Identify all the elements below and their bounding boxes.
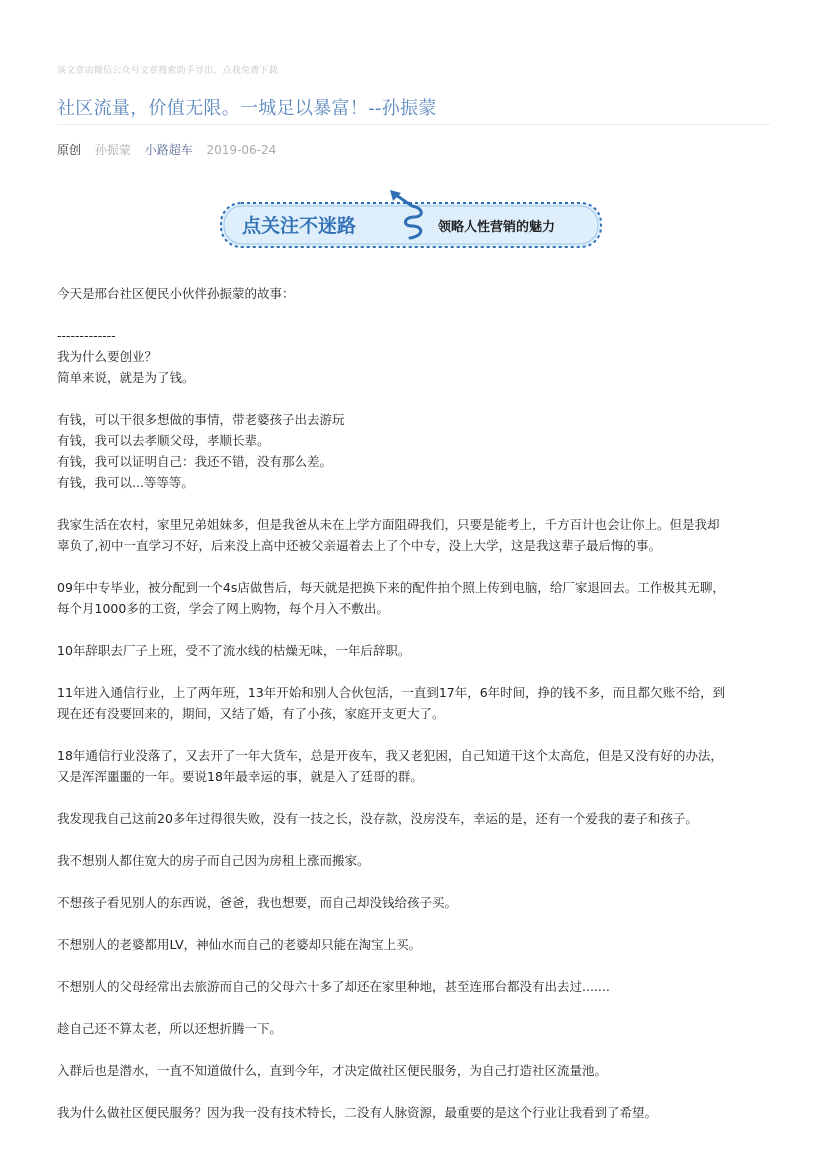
original-label: 原创 [57,143,82,157]
author-name: 孙振蒙 [94,143,131,157]
paragraph-line: 简单来说，就是为了钱。 [57,370,195,385]
paragraph-line: 09年中专毕业，被分配到一个4s店做售后，每天就是把换下来的配件拍个照上传到电脑，给厂家退回去。工作极其无聊， [57,580,725,595]
paragraph-line: 每个月1000多的工资，学会了网上购物，每个月入不敷出。 [57,601,389,616]
separator-line: ------------- [57,328,116,343]
paragraph-line: 辜负了,初中一直学习不好，后来没上高中还被父亲逼着去上了个中专，没上大学，这是我这辈子最后悔的事。 [57,538,661,553]
banner-right-text: 领略人性营销的魅力 [438,220,556,235]
paragraph-intro: 今天是邢台社区便民小伙伴孙振蒙的故事： [57,286,295,301]
paragraph-line: 我家生活在农村，家里兄弟姐妹多，但是我爸从未在上学方面阻碍我们，只要是能考上，千方百计也会让你上。但是我却 [57,517,720,532]
paragraph-line: 18年通信行业没落了，又去开了一年大货车，总是开夜车，我又老犯困，自己知道干这个太高危，但是又没有好的办法， [57,748,723,763]
article-meta [57,141,286,158]
paragraph-line: 不想别人的父母经常出去旅游而自己的父母六十多了却还在家里种地，甚至连邢台都没有出去过....... [57,979,610,994]
paragraph-line: 有钱，我可以去孝顺父母，孝顺长辈。 [57,433,270,448]
paragraph-line: 入群后也是潜水，一直不知道做什么，直到今年，才决定做社区便民服务，为自己打造社区流量池。 [57,1063,608,1078]
paragraph-line: 我为什么做社区便民服务？因为我一没有技术特长，二没有人脉资源，最重要的是这个行业让我看到了希望。 [57,1105,658,1120]
publish-date: 2019-06-24 [206,143,277,157]
paragraph-line: 不想孩子看见别人的东西说，爸爸，我也想要，而自己却没钱给孩子买。 [57,895,458,910]
paragraph-line: 10年辞职去厂子上班，受不了流水线的枯燥无味，一年后辞职。 [57,643,411,658]
paragraph-line: 趁自己还不算太老，所以还想折腾一下。 [57,1021,283,1036]
article-body [57,283,769,1123]
paragraph-line: 有钱，我可以证明自己：我还不错，没有那么差。 [57,454,333,469]
export-notice-link[interactable]: 该文章由微信公众号文章搜索助手导出，点我免费下载 [57,66,278,76]
account-link[interactable]: 小路超车 [144,143,193,157]
paragraph-line: 有钱，我可以...等等等。 [57,475,194,490]
article-title: 社区流量，价值无限。一城足以暴富！--孙振蒙 [57,98,437,119]
paragraph-line: 我发现我自己这前20多年过得很失败，没有一技之长，没存款，没房没车，幸运的是，还有一个爱我的妻子和孩子。 [57,811,698,826]
paragraph-line: 我不想别人都住宽大的房子而自己因为房租上涨而搬家。 [57,853,370,868]
banner-left-text: 点关注不迷路 [242,215,357,237]
paragraph-line: 现在还有没要回来的，期间，又结了婚，有了小孩，家庭开支更大了。 [57,706,445,721]
title-divider [57,124,770,125]
paragraph-line: 有钱，可以干很多想做的事情，带老婆孩子出去游玩 [57,412,345,427]
paragraph-line: 又是浑浑噩噩的一年。要说18年最幸运的事，就是入了廷哥的群。 [57,769,423,784]
follow-banner [218,186,604,250]
paragraph-line: 11年进入通信行业，上了两年班，13年开始和别人合伙包活，一直到17年，6年时间，挣的钱不多，而且都欠账不给，到 [57,685,726,700]
paragraph-line: 不想别人的老婆都用LV，神仙水而自己的老婆却只能在淘宝上买。 [57,937,422,952]
paragraph-line: 我为什么要创业？ [57,349,158,364]
